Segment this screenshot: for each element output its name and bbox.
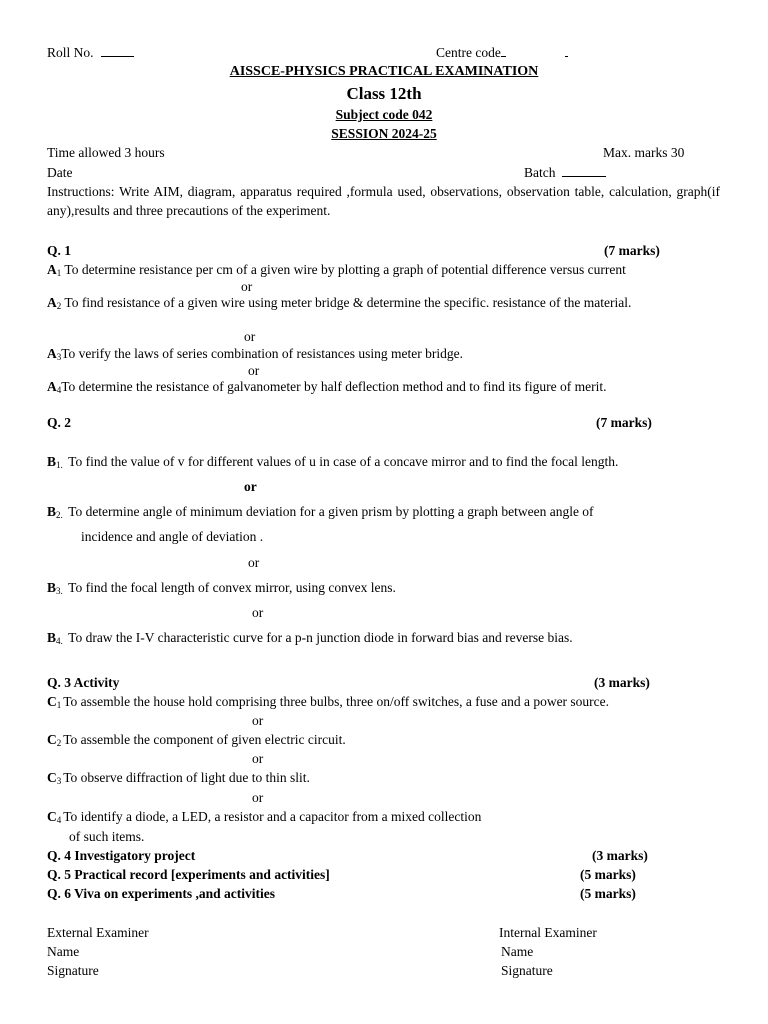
q6-label: Q. 6 Viva on experiments ,and activities bbox=[47, 886, 275, 901]
batch-label: Batch bbox=[524, 165, 556, 180]
option-letter: C bbox=[47, 694, 57, 709]
option-text: To assemble the house hold comprising three bulbs, three on/off switches, a fuse and a power source. bbox=[63, 694, 610, 709]
q3-label: Q. 3 Activity bbox=[47, 675, 120, 690]
q1-or-3: or bbox=[248, 363, 260, 378]
q2-or-1: or bbox=[244, 479, 257, 494]
option-subscript: 3 bbox=[56, 776, 62, 786]
option-subscript: 1 bbox=[56, 268, 62, 278]
external-signature-label: Signature bbox=[47, 963, 99, 978]
centre-code-row bbox=[436, 43, 568, 62]
roll-no-label: Roll No. bbox=[47, 45, 94, 60]
option-subscript: 2. bbox=[56, 510, 63, 520]
option-text: To find the value of v for different values of u in case of a concave mirror and to find the focal length. bbox=[68, 454, 619, 469]
centre-code-label: Centre code bbox=[436, 45, 501, 60]
q3-option-c1 bbox=[47, 692, 609, 711]
option-subscript: 2 bbox=[56, 301, 62, 311]
date-label: Date bbox=[47, 165, 73, 180]
option-text: To identify a diode, a LED, a resistor and a capacitor from a mixed collection bbox=[63, 809, 482, 824]
q2-marks: (7 marks) bbox=[596, 415, 652, 430]
option-letter: B bbox=[47, 630, 57, 645]
option-letter: A bbox=[47, 262, 57, 277]
option-text: To determine the resistance of galvanometer by half deflection method and to find its figure of merit. bbox=[61, 379, 607, 394]
exam-title: AISSCE-PHYSICS PRACTICAL EXAMINATION bbox=[229, 64, 539, 79]
roll-no-row bbox=[47, 43, 134, 62]
option-subscript: 4 bbox=[56, 815, 62, 825]
q3-or-2: or bbox=[252, 751, 264, 766]
internal-signature-label: Signature bbox=[501, 963, 553, 978]
external-name-label: Name bbox=[47, 944, 80, 959]
q5-label: Q. 5 Practical record [experiments and activities] bbox=[47, 867, 330, 882]
option-text: To draw the I-V characteristic curve for a p-n junction diode in forward bias and reverse bias. bbox=[68, 630, 573, 645]
internal-examiner-label: Internal Examiner bbox=[499, 925, 597, 940]
option-letter: A bbox=[47, 295, 57, 310]
q2-label: Q. 2 bbox=[47, 415, 72, 430]
q2-option-b2 bbox=[47, 502, 594, 521]
q1-or-2: or bbox=[244, 329, 256, 344]
option-letter: C bbox=[47, 732, 57, 747]
q3-option-c4 bbox=[47, 807, 481, 826]
external-examiner-label: External Examiner bbox=[47, 925, 149, 940]
option-letter: C bbox=[47, 770, 57, 785]
option-text: To find resistance of a given wire using meter bridge & determine the specific. resistance of the material. bbox=[64, 295, 632, 310]
q1-option-a1 bbox=[47, 260, 626, 279]
q2-option-b3 bbox=[47, 578, 396, 597]
option-text: To find the focal length of convex mirror, using convex lens. bbox=[68, 580, 396, 595]
q4-marks: (3 marks) bbox=[592, 848, 648, 863]
option-letter: B bbox=[47, 504, 57, 519]
max-marks: Max. marks 30 bbox=[603, 145, 685, 160]
option-subscript: 3. bbox=[56, 586, 63, 596]
batch-row bbox=[524, 163, 606, 182]
roll-no-blank bbox=[101, 44, 134, 57]
time-allowed: Time allowed 3 hours bbox=[47, 145, 165, 160]
option-letter: C bbox=[47, 809, 57, 824]
q6-marks: (5 marks) bbox=[580, 886, 636, 901]
q3-option-c2 bbox=[47, 730, 346, 749]
q3-option-c3 bbox=[47, 768, 310, 787]
q2-option-b4 bbox=[47, 628, 573, 647]
q2-or-3: or bbox=[252, 605, 264, 620]
q1-option-a4 bbox=[47, 377, 607, 396]
q1-or-1: or bbox=[241, 279, 253, 294]
option-letter: B bbox=[47, 580, 57, 595]
option-text: To assemble the component of given electric circuit. bbox=[63, 732, 346, 747]
option-text: To observe diffraction of light due to thin slit. bbox=[63, 770, 310, 785]
q3-or-1: or bbox=[252, 713, 264, 728]
option-letter: B bbox=[47, 454, 57, 469]
batch-blank bbox=[562, 164, 606, 177]
option-subscript: 1. bbox=[56, 460, 63, 470]
q1-marks: (7 marks) bbox=[604, 243, 660, 258]
q3-option-c4-continued: of such items. bbox=[69, 829, 145, 844]
q2-or-2: or bbox=[248, 555, 260, 570]
session: SESSION 2024-25 bbox=[331, 126, 437, 141]
option-subscript: 3 bbox=[56, 352, 62, 362]
q2-option-b1 bbox=[47, 452, 618, 471]
internal-name-label: Name bbox=[501, 944, 534, 959]
class-heading: Class 12th bbox=[346, 84, 422, 103]
option-subscript: 4. bbox=[56, 636, 63, 646]
option-subscript: 4 bbox=[56, 385, 62, 395]
option-subscript: 1 bbox=[56, 700, 62, 710]
q1-label: Q. 1 bbox=[47, 243, 72, 258]
option-letter: A bbox=[47, 379, 57, 394]
q4-label: Q. 4 Investigatory project bbox=[47, 848, 196, 863]
option-text: To determine resistance per cm of a given wire by plotting a graph of potential difference versus current bbox=[64, 262, 626, 277]
option-letter: A bbox=[47, 346, 57, 361]
q5-marks: (5 marks) bbox=[580, 867, 636, 882]
option-text: To determine angle of minimum deviation for a given prism by plotting a graph between angle of bbox=[68, 504, 594, 519]
q1-option-a2 bbox=[47, 293, 687, 312]
option-text: To verify the laws of series combination of resistances using meter bridge. bbox=[61, 346, 463, 361]
instructions: Instructions: Write AIM, diagram, apparatus required ,formula used, observations, observation table, calculation, graph(if any),results and three precautions of the experiment. bbox=[47, 184, 720, 218]
q3-marks: (3 marks) bbox=[594, 675, 650, 690]
centre-code-blank-2 bbox=[565, 44, 568, 57]
centre-code-blank bbox=[501, 44, 506, 57]
option-subscript: 2 bbox=[56, 738, 62, 748]
q3-or-3: or bbox=[252, 790, 264, 805]
subject-code: Subject code 042 bbox=[335, 107, 433, 122]
q2-option-b2-continued: incidence and angle of deviation . bbox=[81, 529, 264, 544]
